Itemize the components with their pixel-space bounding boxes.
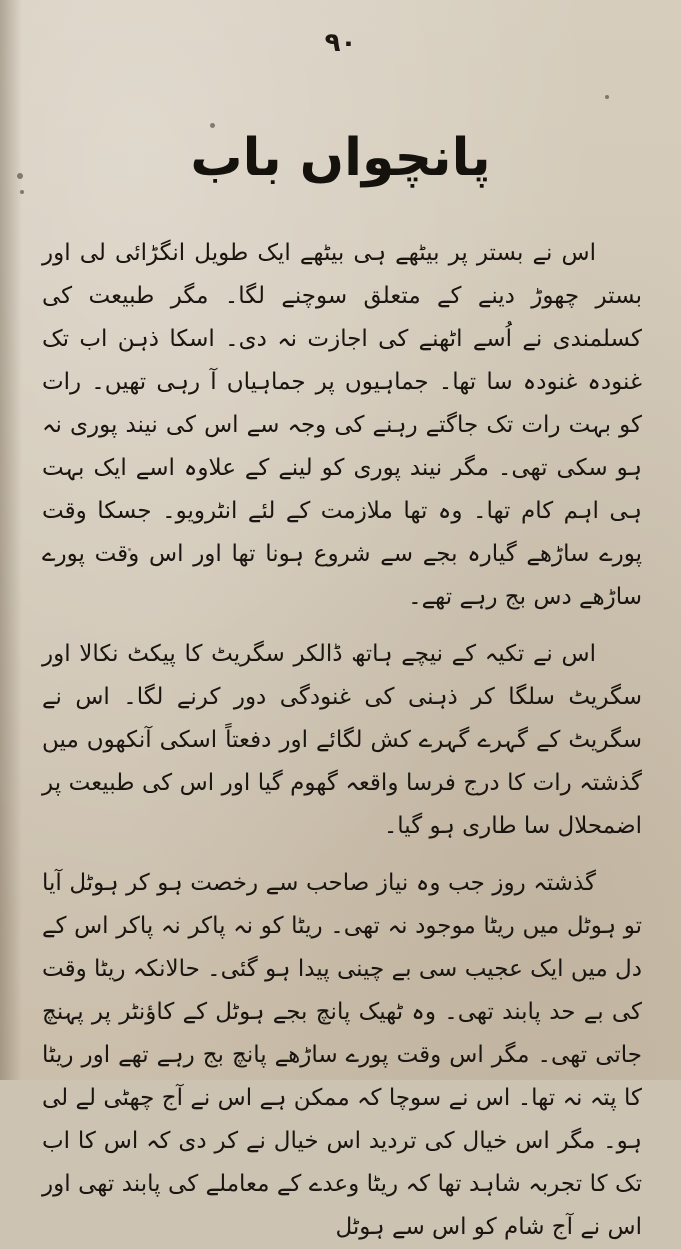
- page-number: ۹۰: [324, 28, 357, 58]
- paragraph-2: اس نے تکیہ کے نیچے ہاتھ ڈالکر سگریٹ کا پیکٹ نکالا اور سگریٹ سلگا کر ذہنی کی غنودگی دور کرنے لگا۔ اس نے سگریٹ کے گہرے گہرے کش لگائے اور دفعتاً اسکی آنکھوں میں گذشتہ رات کا درج فرسا واقعہ گھوم گیا اور اس کی طبیعت پر اضمحلال سا طاری ہو گیا۔: [42, 641, 642, 839]
- paper-fleck: [20, 190, 24, 194]
- paragraph-3: گذشتہ روز جب وہ نیاز صاحب سے رخصت ہو کر ہوٹل آیا تو ہوٹل میں ریٹا موجود نہ تھی۔ ریٹا کو نہ پاکر نہ پاکر اس کے دل میں ایک عجیب سی بے چینی پیدا ہو گئی۔ حالانکہ ریٹا وقت کی بے حد پابند تھی۔ وہ ٹھیک پانچ بجے ہوٹل کے کاؤنٹر پر پہنچ جاتی تھی۔ مگر اس وقت پورے ساڑھے پانچ بج رہے تھے اور ریٹا کا پتہ نہ تھا۔ اس نے سوچا کہ ممکن ہے اس نے آج چھٹی لے لی ہو۔ مگر اس خیال کی تردید اس خیال نے کر دی کہ اس کا اب تک کا تجربہ شاہد تھا کہ ریٹا وعدے کے معاملے کی پابند تھی اور اس نے آج شام کو اس سے ہوٹل: [42, 870, 642, 1240]
- chapter-title: پانچواں باب: [190, 128, 491, 188]
- paragraph-1: اس نے بستر پر بیٹھے ہی بیٹھے ایک طویل انگڑائی لی اور بستر چھوڑ دینے کے متعلق سوچنے لگا۔ مگر طبیعت کی کسلمندی نے اُسے اٹھنے کی اجازت نہ دی۔ اسکا ذہن اب تک غنودہ غنودہ سا تھا۔ جماہیوں پر جماہیاں آ رہی تھیں۔ رات کو بہت رات تک جاگتے رہنے کی وجہ سے اس کی نیند پوری نہ ہو سکی تھی۔ مگر نیند پوری کو لینے کے علاوہ اسے ایک بہت ہی اہم کام تھا۔ وہ تھا ملازمت کے لئے انٹرویو۔ جسکا وقت پورے ساڑھے گیارہ بجے سے شروع ہونا تھا اور اس وقت پورے ساڑھے دس بج رہے تھے۔: [42, 240, 642, 610]
- paper-fleck: [605, 95, 609, 99]
- body-text: [42, 232, 642, 1240]
